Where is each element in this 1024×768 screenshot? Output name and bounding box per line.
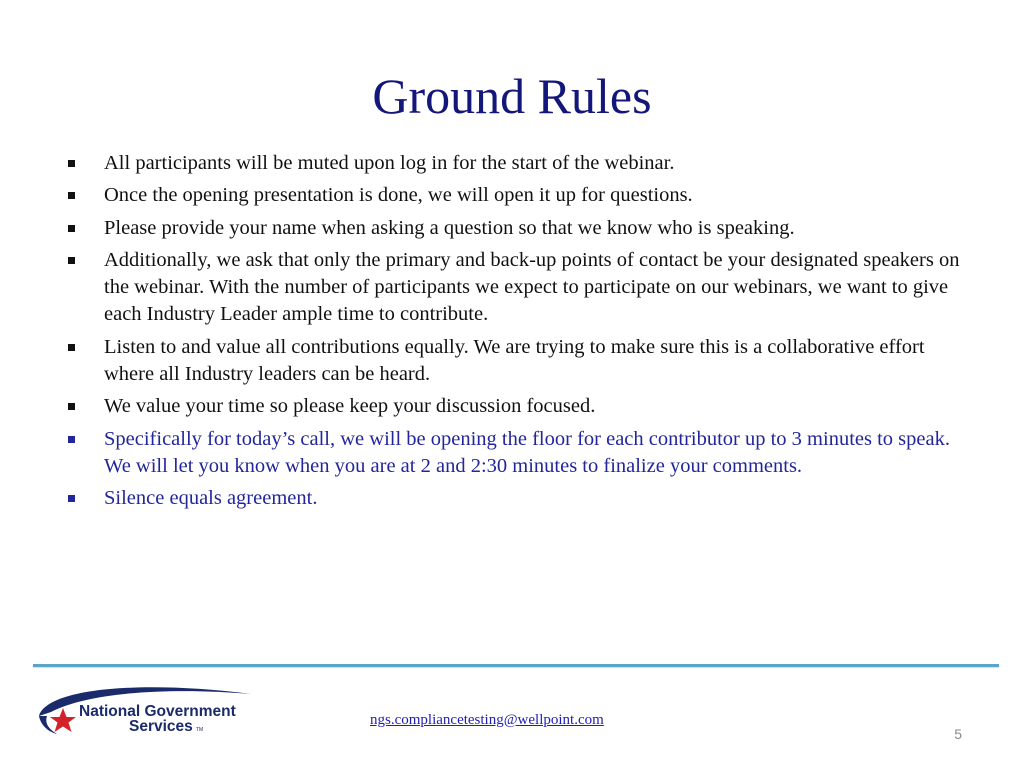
square-bullet-icon: [68, 257, 75, 264]
bullet-text: We value your time so please keep your discussion focused.: [104, 395, 596, 418]
list-item: [66, 182, 966, 209]
list-item: [66, 426, 966, 481]
bullet-text: Listen to and value all contributions equally. We are trying to make sure this is a collaborative effort where all Industry leaders can be heard.: [104, 335, 925, 386]
list-item: [66, 215, 966, 242]
square-bullet-icon: [68, 225, 75, 232]
logo-line-2: Services: [129, 718, 193, 735]
square-bullet-icon: [68, 160, 75, 167]
list-item: [66, 247, 966, 329]
ngs-logo: [33, 682, 263, 738]
bullet-text: Additionally, we ask that only the primary and back-up points of contact be your designated speakers on the webinar. With the number of participants we expect to participate on our webinars, we want to give each Industry Leader ample time to contribute.: [104, 248, 960, 326]
slide-title: Ground Rules: [372, 68, 652, 124]
logo-trademark: TM: [196, 727, 204, 733]
list-item: [66, 393, 966, 420]
square-bullet-icon: [68, 495, 75, 502]
logo-line-1: National Government: [79, 703, 236, 720]
bullet-text: All participants will be muted upon log in for the start of the webinar.: [104, 152, 675, 174]
square-bullet-icon: [68, 344, 75, 351]
square-bullet-icon: [68, 436, 75, 443]
page-number: 5: [954, 726, 962, 742]
bullet-text: Once the opening presentation is done, we will open it up for questions.: [104, 184, 693, 207]
footer-divider: [33, 664, 999, 667]
list-item: [66, 150, 966, 177]
bullet-text: Please provide your name when asking a question so that we know who is speaking.: [104, 216, 795, 239]
bullet-list: [66, 150, 966, 518]
list-item: [66, 485, 966, 512]
square-bullet-icon: [68, 403, 75, 410]
bullet-text: Specifically for today’s call, we will be opening the floor for each contributor up to 3 minutes to speak. We will let you know when you are at 2 and 2:30 minutes to finalize your comments.: [104, 427, 950, 477]
star-icon: [50, 708, 76, 732]
contact-email-link[interactable]: ngs.compliancetesting@wellpoint.com: [370, 712, 604, 728]
square-bullet-icon: [68, 192, 75, 199]
list-item: [66, 334, 966, 389]
bullet-text: Silence equals agreement.: [104, 487, 318, 510]
